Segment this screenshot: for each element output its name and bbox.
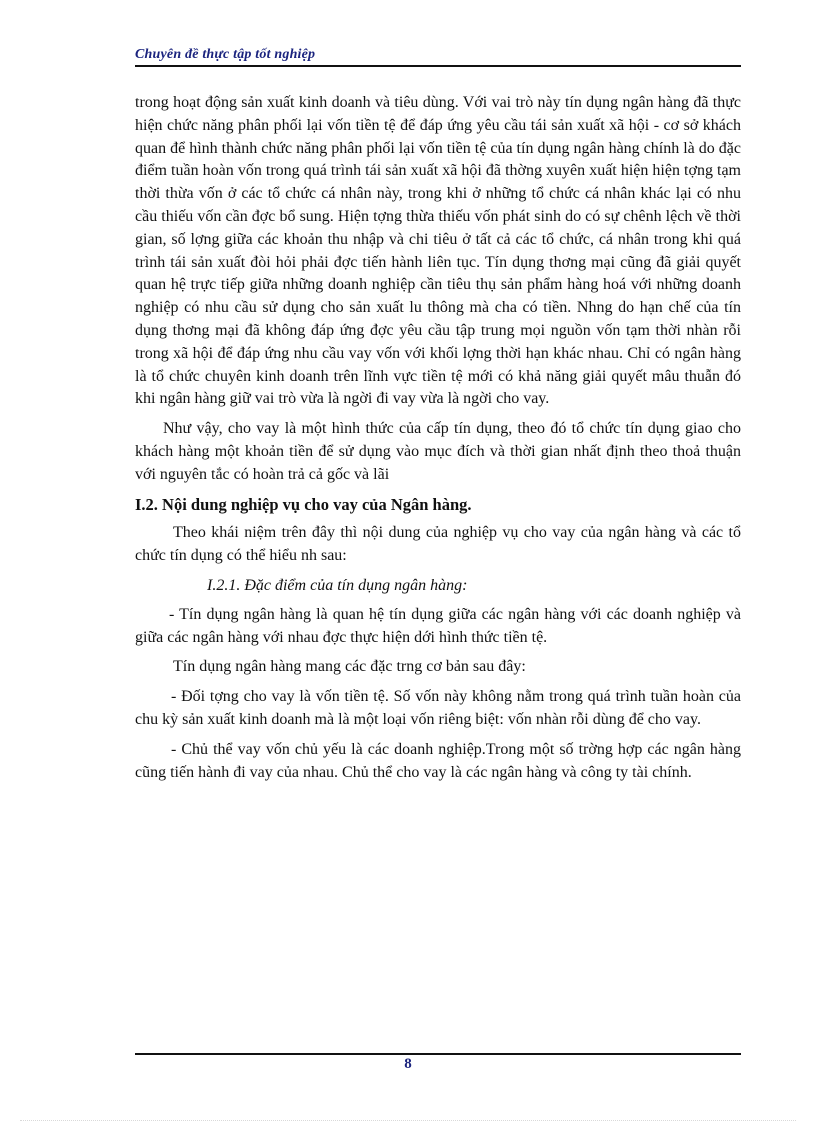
header-divider xyxy=(135,65,741,67)
body-paragraph-2: Như vậy, cho vay là một hình thức của cấp tín dụng, theo đó tổ chức tín dụng giao cho khách hàng một khoản tiền để sử dụng vào mục đích và thời gian nhất định theo thoả thuận với nguyên tắc có hoàn trả cả gốc và lãi xyxy=(135,420,741,483)
footer-divider xyxy=(135,1053,741,1055)
body-paragraph-6: - Đối tợng cho vay là vốn tiền tệ. Số vốn này không nằm trong quá trình tuần hoàn của chu kỳ sản xuất kinh doanh mà là một loại vốn riêng biệt: vốn nhàn rỗi dùng để cho vay. xyxy=(135,688,741,728)
body-paragraph-7: - Chủ thể vay vốn chủ yếu là các doanh nghiệp.Trong một số trờng hợp các ngân hàng cũng tiến hành đi vay của nhau. Chủ thể cho vay là các ngân hàng và công ty tài chính. xyxy=(135,740,741,781)
page-bottom-dotted-border xyxy=(20,1120,796,1121)
body-paragraph-5: Tín dụng ngân hàng mang các đặc trng cơ bản sau đây: xyxy=(173,658,526,676)
body-paragraph-1: trong hoạt động sản xuất kinh doanh và tiêu dùng. Với vai trò này tín dụng ngân hàng đã thực hiện chức năng phân phối lại vốn tiền tệ để đáp ứng yêu cầu tái sản xuất xã hội - cơ sở khách quan để hình thành chức năng phân phối lại vốn tiền tệ của tín dụng ngân hàng chính là do đặc điểm tuần hoàn vốn trong quá trình tái sản xuất xã hội đã thờng xuyên xuất hiện hiện tợng tạm thời thừa vốn ở các tổ chức cá nhân này, trong khi ở những tổ chức cá nhân khác lại có nhu cầu thiếu vốn cần đợc bổ sung. Hiện tợng thừa thiếu vốn phát sinh do có sự chênh lệch về thời gian, số lợng giữa các khoản thu nhập và chi tiêu ở tất cả các tổ chức, cá nhân trong khi quá trình tái sản xuất đòi hỏi phải đợc tiến hành liên tục. Tín dụng thơng mại cũng đã giải quyết quan hệ trực tiếp giữa những doanh nghiệp cần tiêu thụ sản phẩm hàng hoá với những doanh nghiệp có nhu cầu sử dụng cho sản xuất lu thông mà cha có tiền. Nhng do hạn chế của tín dụng thơng mại đã không đáp ứng đợc yêu cầu tập trung mọi nguồn vốn tạm thời nhàn rỗi trong xã hội để đáp ứng nhu cầu vay vốn với khối lợng thời hạn khác nhau. Chỉ có ngân hàng là tổ chức chuyên kinh doanh trên lĩnh vực tiền tệ mới có khả năng giải quyết mâu thuẫn đó khi ngân hàng giữ vai trò vừa là ngời đi vay vừa là ngời cho vay. xyxy=(135,94,741,408)
page-body xyxy=(135,92,741,791)
subsection-heading: I.2.1. Đặc điểm của tín dụng ngân hàng: xyxy=(207,576,468,594)
page-number: 8 xyxy=(404,1056,412,1072)
section-heading: I.2. Nội dung nghiệp vụ cho vay của Ngân hàng. xyxy=(135,494,472,514)
body-paragraph-3: Theo khái niệm trên đây thì nội dung của nghiệp vụ cho vay của ngân hàng và các tổ chức tín dụng có thể hiểu nh sau: xyxy=(135,524,741,565)
body-paragraph-4: - Tín dụng ngân hàng là quan hệ tín dụng giữa các ngân hàng với các doanh nghiệp và giữa các ngân hàng với nhau đợc thực hiện dới hình thức tiền tệ. xyxy=(135,605,741,646)
running-header-title: Chuyên đề thực tập tốt nghiệp xyxy=(135,47,316,62)
